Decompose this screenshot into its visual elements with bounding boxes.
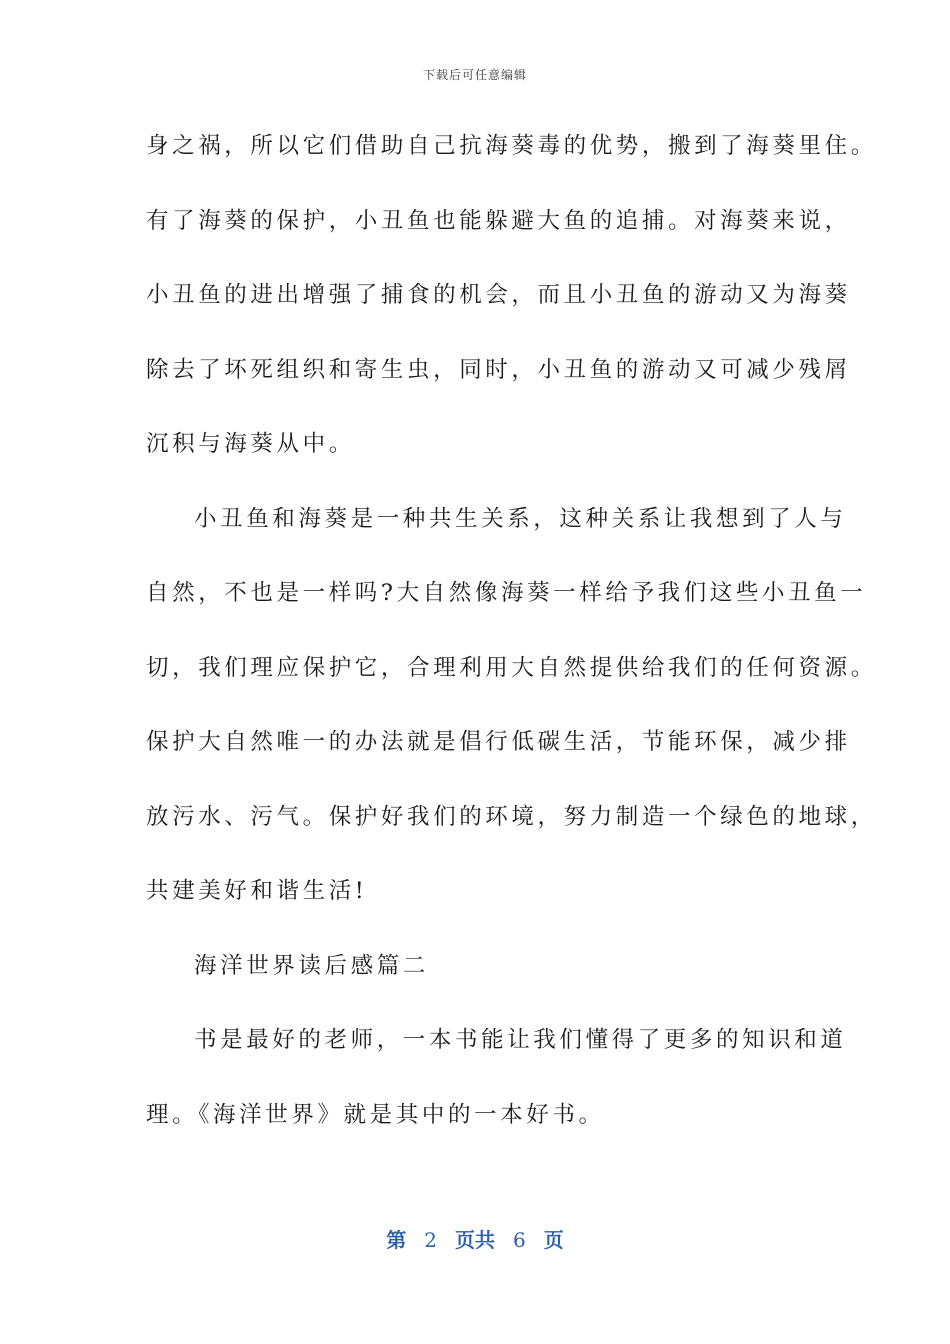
footer-prefix: 第 <box>386 1228 407 1252</box>
section-heading: 海洋世界读后感篇二 <box>194 952 429 979</box>
document-body <box>146 122 877 1165</box>
text-line: 理。《海洋世界》就是其中的一本好书。 <box>146 1101 605 1128</box>
footer-total-pages: 6 <box>513 1228 526 1252</box>
text-line: 沉积与海葵从中。 <box>146 431 355 457</box>
text-line: 保护大自然唯一的办法就是倡行低碳生活，节能环保，减少排 <box>146 729 851 755</box>
text-line: 有了海葵的保护，小丑鱼也能躲避大鱼的追捕。对海葵来说， <box>146 207 851 234</box>
footer-middle: 页共 <box>455 1228 495 1252</box>
footer-suffix: 页 <box>543 1228 564 1252</box>
text-line: 共建美好和谐生活! <box>146 878 368 904</box>
text-line: 自然，不也是一样吗?大自然像海葵一样给予我们这些小丑鱼一 <box>146 580 867 606</box>
text-line: 切，我们理应保护它，合理利用大自然提供给我们的任何资源。 <box>146 654 877 681</box>
text-line: 除去了坏死组织和寄生虫，同时，小丑鱼的游动又可减少残屑 <box>146 356 851 383</box>
page-header-note: 下载后可任意编辑 <box>422 68 527 82</box>
text-line: 书是最好的老师，一本书能让我们懂得了更多的知识和道 <box>194 1027 847 1053</box>
text-line: 小丑鱼的进出增强了捕食的机会，而且小丑鱼的游动又为海葵 <box>146 282 851 308</box>
text-line: 放污水、污气。保护好我们的环境，努力制造一个绿色的地球， <box>146 803 877 830</box>
text-line: 身之祸，所以它们借助自己抗海葵毒的优势，搬到了海葵里住。 <box>146 133 877 159</box>
footer-page-number: 2 <box>424 1228 437 1252</box>
text-line: 小丑鱼和海葵是一种共生关系，这种关系让我想到了人与 <box>194 505 847 532</box>
page-footer <box>0 1224 950 1253</box>
